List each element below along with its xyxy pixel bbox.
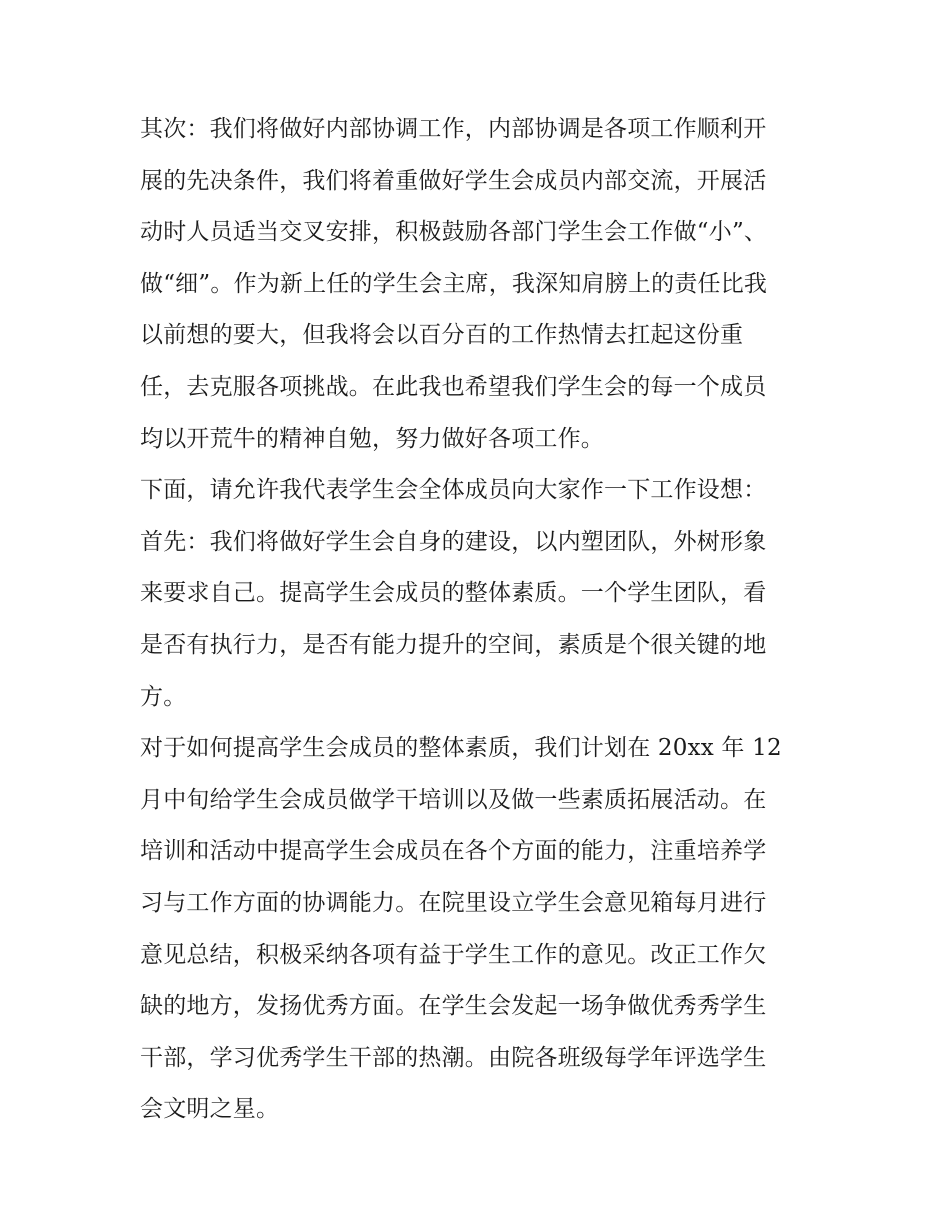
text-line: 月中旬给学生会成员做学干培训以及做一些素质拓展活动。在: [140, 786, 767, 813]
document-body: [140, 104, 812, 1136]
text-line: 动时人员适当交叉安排，积极鼓励各部门学生会工作做“小”、: [140, 219, 768, 246]
text-line: 以前想的要大，但我将会以百分百的工作热情去扛起这份重: [140, 322, 744, 349]
text-line: 其次：我们将做好内部协调工作，内部协调是各项工作顺利开: [140, 116, 767, 142]
text-line: 缺的地方，发扬优秀方面。在学生会发起一场争做优秀秀学生: [140, 993, 767, 1020]
text-line: 下面，请允许我代表学生会全体成员向大家作一下工作设想：: [140, 477, 767, 504]
text-line: 意见总结，积极采纳各项有益于学生工作的意见。改正工作欠: [140, 941, 767, 968]
text-line: 会文明之星。: [140, 1096, 280, 1123]
text-line: 展的先决条件，我们将着重做好学生会成员内部交流，开展活: [140, 167, 767, 194]
text-line: 培训和活动中提高学生会成员在各个方面的能力，注重培养学: [140, 838, 767, 865]
text-line: 做“细”。作为新上任的学生会主席，我深知肩膀上的责任比我: [140, 270, 768, 297]
text-line: 对于如何提高学生会成员的整体素质，我们计划在 20xx 年 12: [140, 735, 782, 762]
text-line: 干部，学习优秀学生干部的热潮。由院各班级每学年评选学生: [140, 1044, 767, 1071]
text-line: 均以开荒牛的精神自勉，努力做好各项工作。: [140, 425, 604, 452]
text-line: 方。: [140, 683, 187, 710]
text-line: 来要求自己。提高学生会成员的整体素质。一个学生团队，看: [140, 580, 767, 607]
text-line: 是否有执行力，是否有能力提升的空间，素质是个很关键的地: [140, 631, 767, 658]
text-line: 任，去克服各项挑战。在此我也希望我们学生会的每一个成员: [140, 373, 767, 400]
text-line: 习与工作方面的协调能力。在院里设立学生会意见箱每月进行: [140, 889, 767, 916]
text-line: 首先：我们将做好学生会自身的建设，以内塑团队，外树形象: [140, 528, 767, 555]
